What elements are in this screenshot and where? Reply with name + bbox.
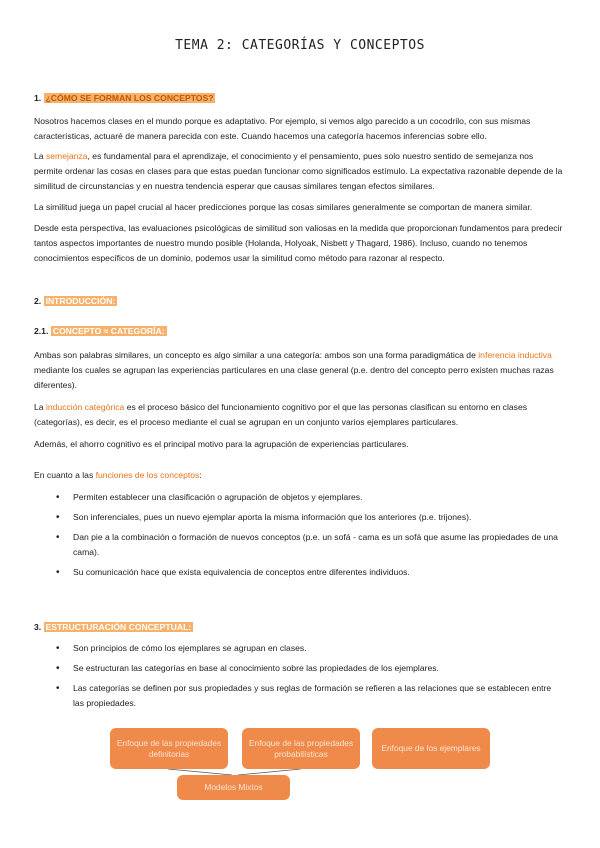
section-1-number: 1. [34, 93, 42, 103]
section-1-title: ¿CÓMO SE FORMAN LOS CONCEPTOS? [45, 93, 214, 103]
s1-p2-post: , es fundamental para el aprendizaje, el conocimiento y el pensamiento, pues solo nuestro sentido de semejanza nos permite ordenar las cosas en clases para que estas puedan funcionar como significados estímulo. La expectativa razonable depende de la similitud de circunstancias y en nuestra tendencia esperar que causas similares tengan efectos similares. [34, 151, 563, 191]
box-ejemplares: Enfoque de los ejemplares [372, 728, 490, 769]
s2-p4-pre: En cuanto a las [34, 470, 96, 480]
s2-p2-pre: La [34, 402, 46, 412]
s1-paragraph-1: Nosotros hacemos clases en el mundo porque es adaptativo. Por ejemplo, si vemos algo parecido a un cocodrilo, con sus mismas características, actuaré de manera parecida con este. Cuando hacemos una categoría hacemos inferencias sobre ello. [34, 116, 531, 141]
section-2-number: 2. [34, 296, 42, 306]
section-3-number: 3. [34, 622, 42, 632]
list-item: • Dan pie a la combinación o formación de nuevos conceptos (p.e. un sofá - cama es un sofá que asume las propiedades de una cama). [34, 530, 564, 560]
term-inferencia-inductiva: inferencia inductiva [478, 350, 552, 360]
s2-paragraph-3: Además, el ahorro cognitivo es el principal motivo para la agrupación de experiencias particulares. [34, 439, 409, 449]
term-semejanza: semejanza [45, 151, 88, 161]
box-propiedades-probabilisticas: Enfoque de las propiedades probabilísticas [242, 728, 360, 769]
s1-paragraph-4: Desde esta perspectiva, las evaluaciones psicológicas de similitud son valiosas en la medida que proporcionan fundamentos para predecir tantos aspectos importantes de nuestro mundo posible (Holanda, Holyoak, Nisbett y Thagard, 1986). Incluso, cuando no tenemos conocimientos específicos de un dominio, podemos usar la similitud como método para razonar al respecto. [34, 223, 563, 263]
list-item: • Son principios de cómo los ejemplares se agrupan en clases. [34, 641, 564, 656]
page-title: TEMA 2: CATEGORÍAS Y CONCEPTOS [175, 38, 425, 53]
list-item: • Se estructuran las categorías en base al conocimiento sobre las propiedades de los ejemplares. [34, 661, 564, 676]
list-item: • Su comunicación hace que exista equivalencia de conceptos entre diferentes individuos. [34, 565, 564, 580]
section-3-title: ESTRUCTURACIÓN CONCEPTUAL: [45, 622, 192, 632]
section-2-title: INTRODUCCIÓN: [45, 296, 116, 306]
s1-p2-pre: La [34, 151, 46, 161]
s1-paragraph-3: La similitud juega un papel crucial al hacer predicciones porque las cosas similares generalmente se comportan de manera similar. [34, 202, 533, 212]
box-propiedades-definitorias: Enfoque de las propiedades definitorias [110, 728, 228, 769]
s2-p2-post: es el proceso básico del funcionamiento cognitivo por el que las personas clasifican su entorno en clases (categorías), es decir, es el proceso mediante el cual se agrupan en un conjunto varios ejemplares particulares. [34, 402, 528, 427]
term-funciones-conceptos: funciones de los conceptos [95, 470, 200, 480]
list-item: • Son inferenciales, pues un nuevo ejemplar aporta la misma información que los anteriores (p.e. trijones). [34, 510, 564, 525]
s2-p4-post: : [199, 470, 202, 480]
list-item: • Las categorías se definen por sus propiedades y sus reglas de formación se refieren a las relaciones que se establecen entre las propiedades. [34, 681, 564, 711]
s2-p1-post: mediante los cuales se agrupan las experiencias particulares en una clase general (p.e. dentro del concepto perro existen muchas razas diferentes). [34, 365, 554, 390]
box-modelos-mixtos: Modelos Mixtos [177, 775, 290, 800]
list-item: • Permiten establecer una clasificación o agrupación de objetos y ejemplares. [34, 490, 564, 505]
term-induccion-categorica: inducción categórica [45, 402, 125, 412]
subsection-2-1-title: CONCEPTO ≈ CATEGORÍA: [52, 326, 165, 336]
subsection-2-1-number: 2.1. [34, 326, 49, 336]
s2-p1-pre: Ambas son palabras similares, un concepto es algo similar a una categoría: ambos son una forma paradigmática de [34, 350, 479, 360]
